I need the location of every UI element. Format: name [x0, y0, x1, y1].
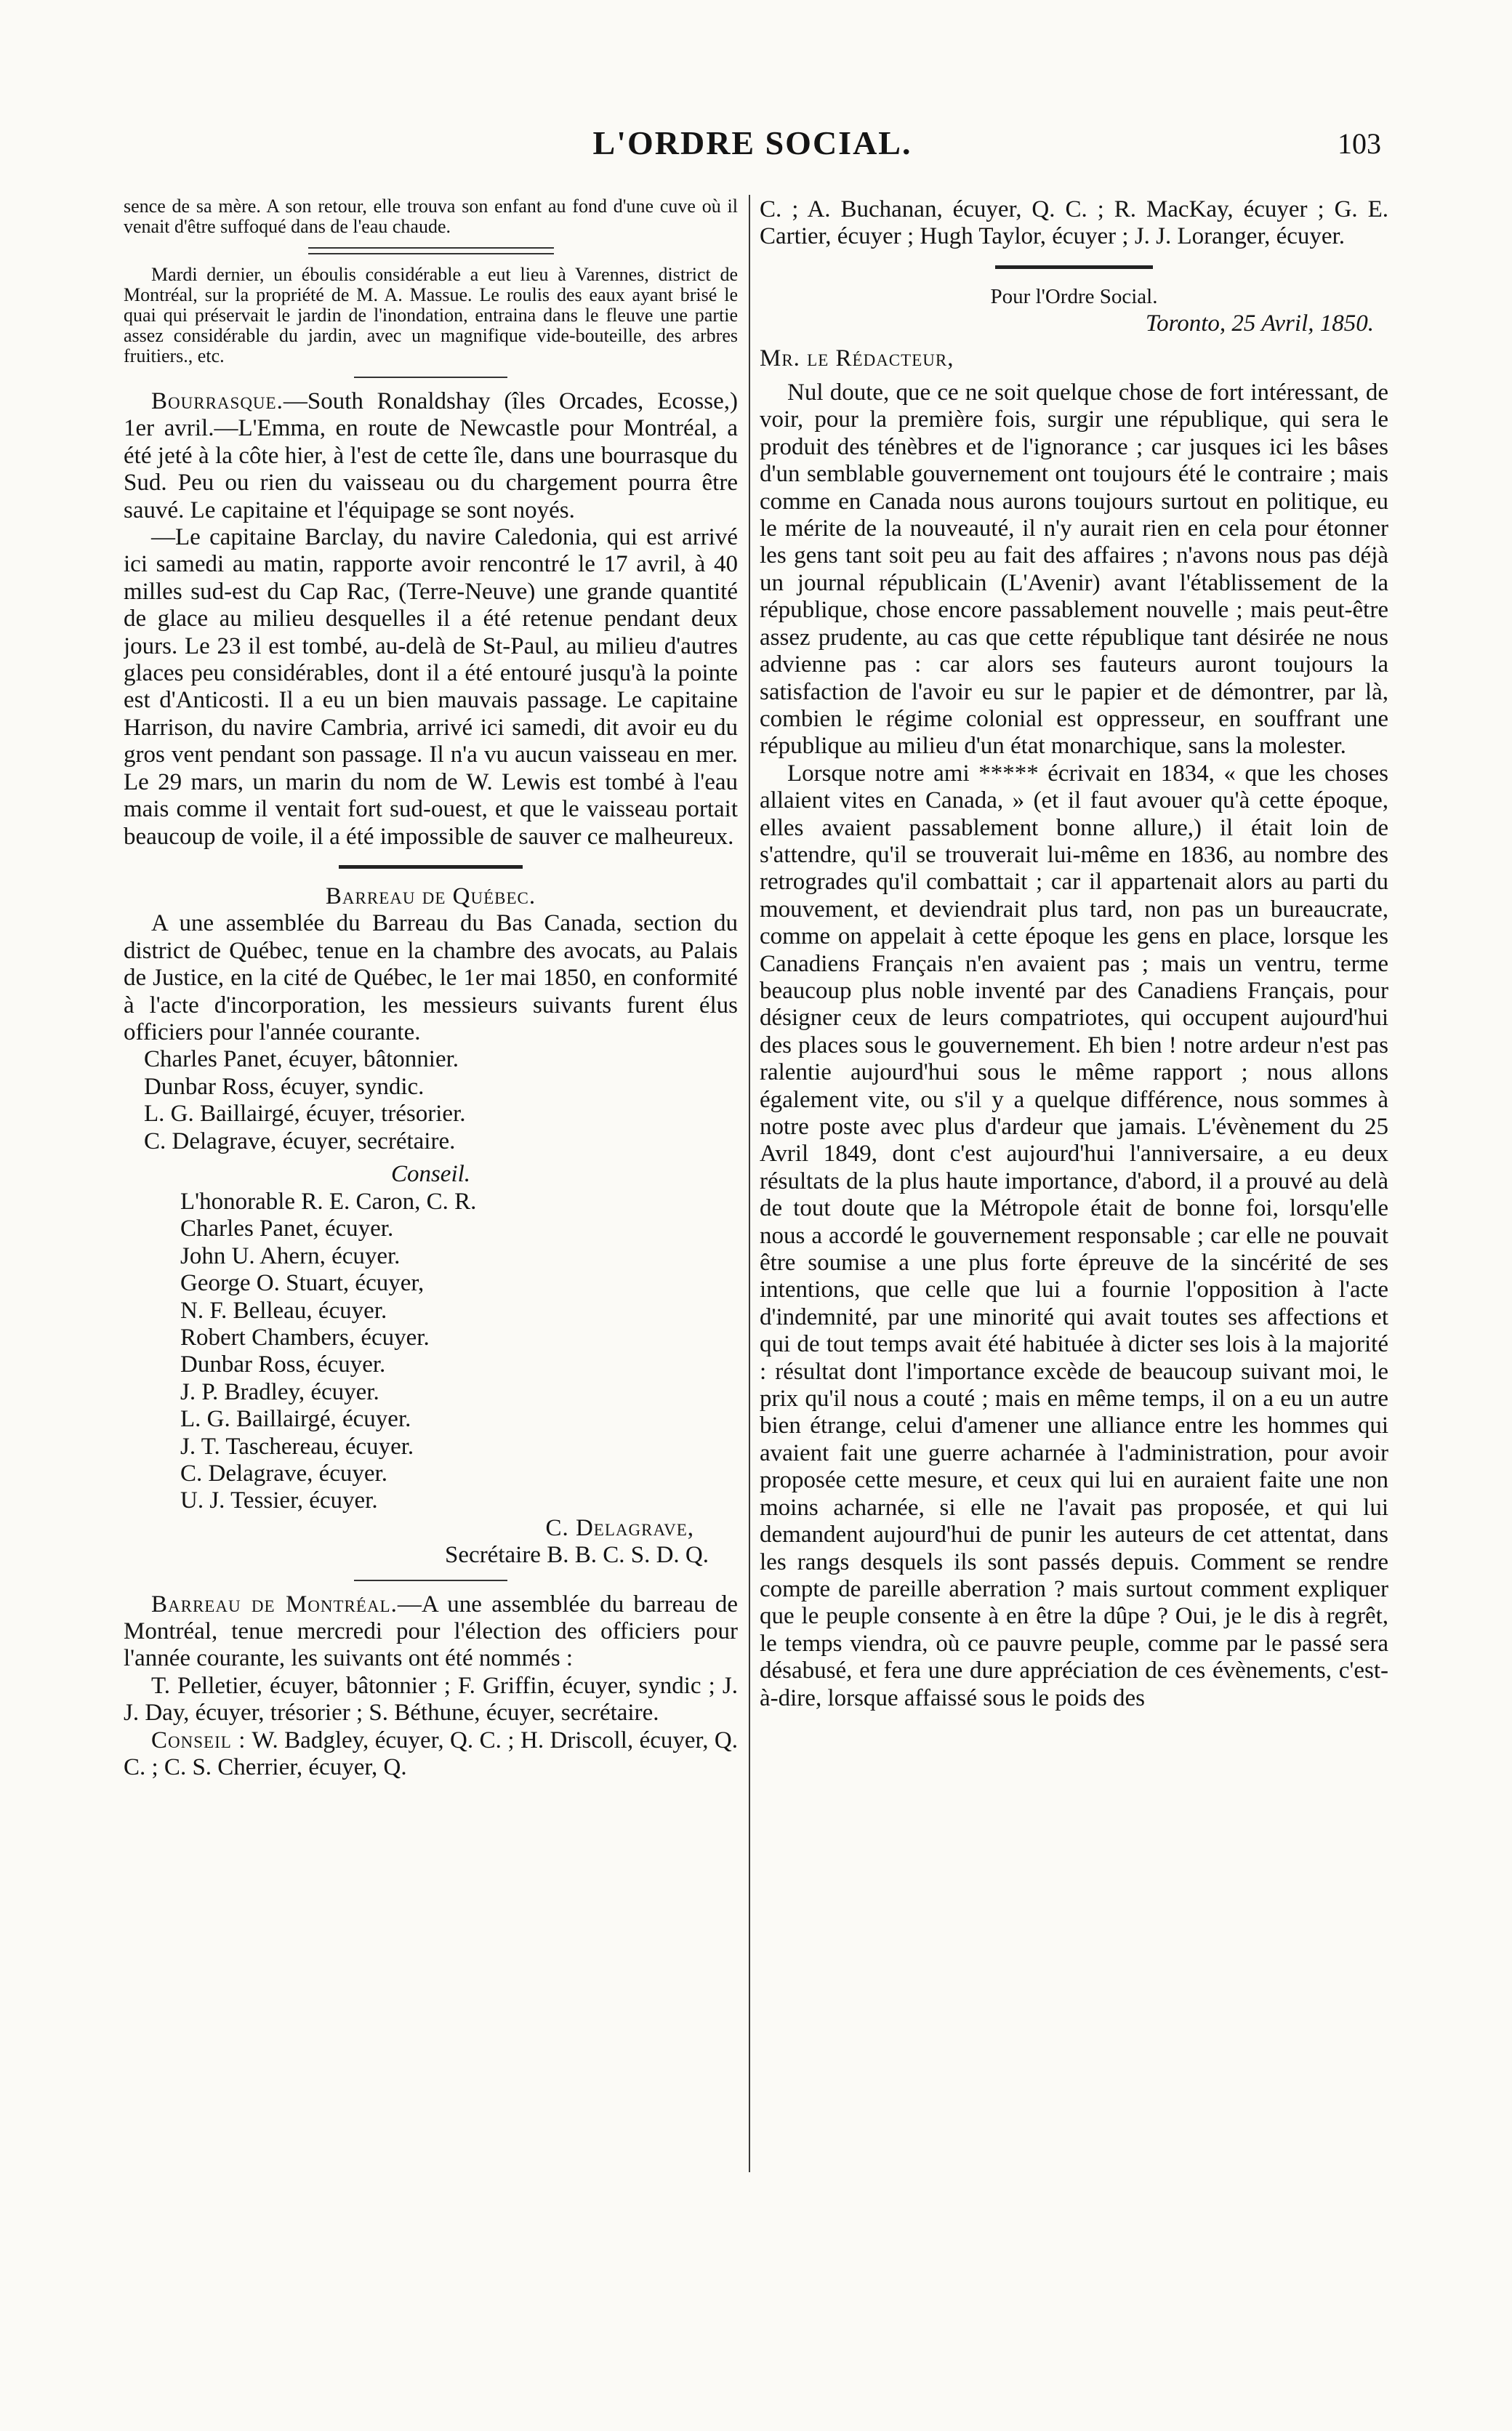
- list-item: Dunbar Ross, écuyer.: [180, 1351, 386, 1378]
- separator-rule: [339, 865, 523, 869]
- list-item: Dunbar Ross, écuyer, syndic.: [144, 1073, 425, 1100]
- section-head-bourrasque: Bourrasque.: [151, 388, 284, 414]
- conseil-label: Conseil :: [151, 1727, 246, 1753]
- signature-title: Secrétaire B. B. C. S. D. Q.: [445, 1542, 709, 1569]
- montreal-officers: T. Pelletier, écuyer, bâtonnier ; F. Griffin, écuyer, syndic ; J. J. Day, écuyer, trésorier ; S. Béthune, écuyer, secrétaire.: [124, 1672, 738, 1727]
- list-item: George O. Stuart, écuyer,: [180, 1270, 425, 1297]
- list-item: L'honorable R. E. Caron, C. R.: [180, 1188, 477, 1215]
- barreau-quebec-text: A une assemblée du Barreau du Bas Canada, section du district de Québec, tenue en la chambre des avocats, au Palais de Justice, en la cité de Québec, le 1er mai 1850, en conformité à l'acte d'incorporation, les messieurs suivants furent élus officiers pour l'année courante.: [124, 910, 738, 1045]
- list-item: Robert Chambers, écuyer.: [180, 1325, 430, 1351]
- list-item: U. J. Tessier, écuyer.: [180, 1487, 378, 1514]
- montreal-conseil-text: W. Badgley, écuyer, Q. C. ; H. Driscoll, écuyer, Q. C. ; C. S. Cherrier, écuyer, Q.: [124, 1727, 738, 1781]
- montreal-conseil: [124, 1727, 738, 1782]
- section-head-barreau-montreal: Barreau de Montréal.: [151, 1591, 398, 1618]
- barreau-montreal-text: —A une assemblée du barreau de Montréal, tenue mercredi pour l'élection des officiers pour l'année courante, les suivants ont été nommés :: [124, 1591, 738, 1672]
- separator-rule: [354, 1580, 507, 1581]
- separator-rule: [308, 247, 554, 254]
- conseil-list: [124, 1189, 738, 1515]
- separator-rule: [995, 265, 1152, 269]
- news-item-caledonia: —Le capitaine Barclay, du navire Caledonia, qui est arrivé ici samedi au matin, rapporte avoir rencontré le 17 avril, à 40 milles sud-est du Cap Rac, (Terre-Neuve) une grande quantité de glace au milieu desquelles il a été retenue pendant deux jours. Le 23 il est tombé, au-delà de St-Paul, au milieu d'autres glaces peu considérables, dont il a été entouré jusqu'à la pointe est d'Anticosti. Il a eu un bien mauvais passage. Le capitaine Harrison, du navire Cambria, arrivé ici samedi, dit avoir eu du gros vent pendant son passage. Il n'a vu aucun vaisseau en mer. Le 29 mars, un marin du nom de W. Lewis est tombé à l'eau mais comme il ventait fort sud-ouest, et que le vaisseau portait beaucoup de voile, il a été impossible de sauver ce malheureux.: [124, 524, 738, 850]
- list-item: L. G. Baillairgé, écuyer.: [180, 1406, 411, 1433]
- running-head: L'ORDRE SOCIAL.: [592, 124, 912, 161]
- letter-paragraph: Lorsque notre ami ***** écrivait en 1834, « que les choses allaient vites en Canada, » (et il faut avouer qu'à cette époque, elles avaient passablement bonne allure,) il était loin de s'attendre, qu'il se trouverait lui-même en 1836, au nombre des retrogrades qu'il combattait ; car il appartenait alors au parti du mouvement, et deviendrait plus tard, non pas un bureaucrate, comme on appelait à cette époque les gens en place, lorsque les Canadiens Français n'en avaient pas ; mais un ventru, terme beaucoup plus noble inventé par des Canadiens Français, pour désigner ceux de leurs compatriotes, qui occupent aujourd'hui des places sous le gouvernement. Eh bien ! notre ardeur n'est pas ralentie aujourd'hui sous le même rapport ; nous allons également vite, ou s'il y a quelque différence, nous sommes à notre poste avec plus d'ardeur que jamais. L'évènement du 25 Avril 1849, dont c'est aujourd'hui l'anniversaire, a eu deux résultats de la plus haute importance, d'abord, il a prouvé au delà de tout doute que la Métropole était de bonne foi, lorsqu'elle nous a accordé le gouvernement responsable ; car elle ne pouvait être soumise a une plus forte épreuve de la sincérité de ses intentions, que celle que lui a fournie l'opposition à l'acte d'indemnité, par une minorité qui avait toutes ses affections et qui de tout temps avait été habituée à dicter ses lois à la majorité : résultat dont l'importance excède de beaucoup suivant moi, le prix qu'il nous a couté ; mais en même temps, il on a eu un autre bien étrange, celui d'amener une alliance entre les hommes qui avaient fait une guerre acharnée à l'administration, pour avoir proposée cette mesure, et ceux qui lui en auraient faite une non moins acharnée, si elle ne l'avait pas proposée, et qui lui demandent aujourd'hui de punir les auteurs de cet attentat, dans les rangs desquels ils sont passés depuis. Comment se rendre compte de pareille aberration ? mais surtout comment expliquer que le peuple consente à en être la dûpe ? Oui, je le dis à regrêt, le temps viendra, où ce pauvre peuple, comme par le passé sera désabusé, et fera une dure appréciation de ces évènements, c'est-à-dire, lorsque affaissé sous le poids des: [760, 760, 1388, 1711]
- news-item-enfant: sence de sa mère. A son retour, elle trouva son enfant au fond d'une cuve où il venait d'être suffoqué dans de l'eau chaude.: [124, 196, 738, 237]
- list-item: Charles Panet, écuyer.: [180, 1216, 394, 1242]
- letter-paragraph: Nul doute, que ce ne soit quelque chose de fort intéressant, de voir, pour la première fois, surgir une république, qui sera le produit des ténèbres et de l'ignorance ; car jusques ici les bâses d'un semblable gouvernement ont toujours été le contraire ; mais comme en Canada nous aurons toujours surtout en politique, eu le mérite de la nouveauté, il n'y aurait rien en cela pour étonner les gens tant soit peu au fait des affaires ; n'avons nous pas déjà un journal républicain (L'Avenir) avant l'établissement de la république, chose encore passablement nouvelle ; mais peut-être assez prudente, au cas que cette république tant désirée ne nous advienne pas : car alors ses fauteurs auront toujours la satisfaction de l'avoir eu sur le papier et de démontrer, par là, combien le régime colonial est oppresseur, en souffrant une république au milieu d'un état monarchique, sans la molester.: [760, 379, 1388, 760]
- list-item: John U. Ahern, écuyer.: [180, 1242, 401, 1269]
- list-item: Charles Panet, écuyer, bâtonnier.: [144, 1046, 459, 1073]
- letter-salutation: Mr. le Rédacteur,: [760, 345, 954, 371]
- letter-heading: Pour l'Ordre Social.: [990, 284, 1158, 308]
- list-item: J. P. Bradley, écuyer.: [180, 1378, 379, 1405]
- left-column: [124, 196, 738, 2188]
- news-item-bourrasque-text: —South Ronaldshay (îles Orcades, Ecosse,) 1er avril.—L'Emma, en route de Newcastle pour Montréal, a été jeté à la côte hier, à l'est de cette île, dans une bourrasque du Sud. Peu ou rien du vaisseau ou du chargement pourra être sauvé. Le capitaine et l'équipage se sont noyés.: [124, 388, 738, 523]
- separator-rule: [354, 377, 507, 378]
- conseil-heading: Conseil.: [390, 1160, 471, 1187]
- list-item: J. T. Taschereau, écuyer.: [180, 1433, 414, 1460]
- page-number: 103: [1338, 127, 1381, 160]
- officers-list: [124, 1046, 738, 1155]
- news-item-bourrasque: [124, 388, 738, 524]
- letter-dateline: Toronto, 25 Avril, 1850.: [1145, 310, 1374, 337]
- signature-name: C. Delagrave,: [545, 1514, 694, 1541]
- montreal-conseil-continued: C. ; A. Buchanan, écuyer, Q. C. ; R. MacKay, écuyer ; G. E. Cartier, écuyer ; Hugh Taylor, écuyer ; J. J. Loranger, écuyer.: [760, 196, 1388, 250]
- right-column: [760, 196, 1388, 2188]
- news-item-eboulis: Mardi dernier, un éboulis considérable a eut lieu à Varennes, district de Montréal, sur la propriété de M. A. Massue. Le roulis des eaux ayant brisé le quai qui préservait le jardin de l'inondation, entraina dans le fleuve une partie assez considérable du jardin, avec un magnifique vide-bouteille, des arbres fruitiers., etc.: [124, 264, 738, 366]
- news-item-barreau-montreal: [124, 1591, 738, 1673]
- list-item: L. G. Baillairgé, écuyer, trésorier.: [144, 1101, 466, 1128]
- page-header: [124, 124, 1381, 167]
- list-item: N. F. Belleau, écuyer.: [180, 1297, 387, 1324]
- list-item: C. Delagrave, écuyer.: [180, 1460, 387, 1487]
- column-divider: [749, 195, 750, 2172]
- list-item: C. Delagrave, écuyer, secrétaire.: [144, 1128, 456, 1154]
- section-head-barreau-quebec: Barreau de Québec.: [325, 883, 536, 909]
